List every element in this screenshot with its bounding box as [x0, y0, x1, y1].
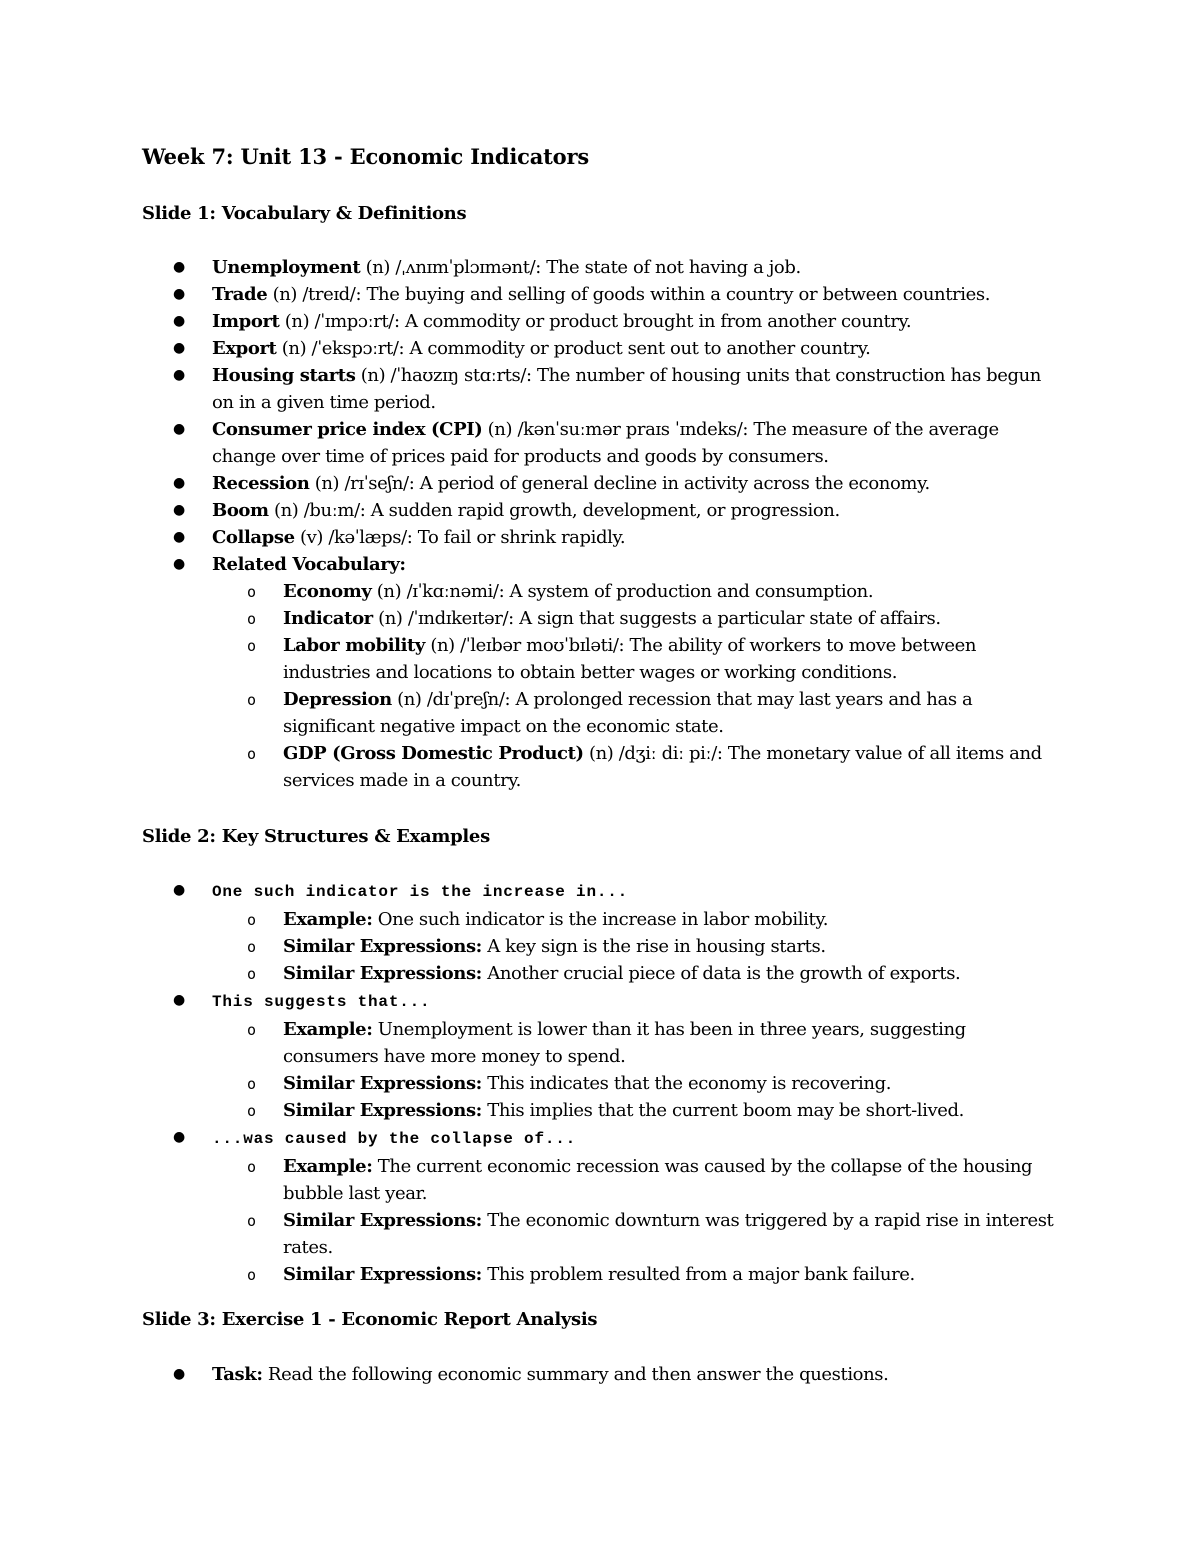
bullet-icon: ●	[173, 421, 185, 437]
structures-list	[0, 877, 1060, 1288]
slide3-heading: Slide 3: Exercise 1 - Economic Report Analysis	[142, 1309, 598, 1330]
examples-list	[212, 906, 1060, 987]
bullet-icon: ●	[173, 313, 185, 329]
circle-bullet-icon: o	[247, 1266, 256, 1284]
bullet-icon: ●	[173, 992, 185, 1008]
related-item: o GDP (Gross Domestic Product) (n) /dʒiː diː piː/: The monetary value of all items and services made in a country.	[247, 743, 1042, 791]
related-vocabulary-list	[212, 578, 1060, 794]
bullet-icon: ●	[173, 286, 185, 302]
circle-bullet-icon: o	[247, 938, 256, 956]
example-item: o Similar Expressions: The economic downturn was triggered by a rapid rise in interest rates.	[247, 1210, 1054, 1258]
related-item: o Labor mobility (n) /ˈleɪbər moʊˈbɪləti/: The ability of workers to move between industries and locations to obtain better wages or working conditions.	[247, 635, 977, 683]
example-item: o Similar Expressions: This implies that the current boom may be short-lived.	[212, 1097, 1060, 1124]
bullet-icon: ●	[173, 259, 185, 275]
example-item: o Example: The current economic recession was caused by the collapse of the housing bubble last year.	[247, 1156, 1033, 1204]
vocab-item: ● Export (n) /ˈekspɔːrt/: A commodity or product sent out to another country.	[0, 335, 1060, 362]
vocab-item: ● Import (n) /ˈɪmpɔːrt/: A commodity or product brought in from another country.	[0, 308, 1060, 335]
circle-bullet-icon: o	[247, 1102, 256, 1120]
bullet-icon: ●	[173, 340, 185, 356]
circle-bullet-icon: o	[247, 583, 256, 601]
example-item: o Similar Expressions: This problem resulted from a major bank failure.	[212, 1261, 1060, 1288]
circle-bullet-icon: o	[247, 637, 256, 655]
vocab-item: ● Boom (n) /buːm/: A sudden rapid growth, development, or progression.	[0, 497, 1060, 524]
vocab-item: ● Trade (n) /treɪd/: The buying and selling of goods within a country or between countries.	[0, 281, 1060, 308]
vocab-item: ● Unemployment (n) /ˌʌnɪmˈplɔɪmənt/: The state of not having a job.	[0, 254, 1060, 281]
circle-bullet-icon: o	[247, 1075, 256, 1093]
circle-bullet-icon: o	[247, 610, 256, 628]
structure-item: ● One such indicator is the increase in... o Example: One such indicator is the increase in labor mobility. o Similar Expressions: A key sign is the rise in housing starts. o Similar Expressions: Another crucial piece of data is the growth of exports.	[0, 877, 1060, 987]
related-item: o Indicator (n) /ˈɪndɪkeɪtər/: A sign that suggests a particular state of affairs.	[212, 605, 1060, 632]
task-list	[0, 1361, 1060, 1388]
examples-list	[212, 1016, 1060, 1124]
task-item: ● Task: Read the following economic summary and then answer the questions.	[0, 1361, 1060, 1388]
circle-bullet-icon: o	[247, 691, 256, 709]
circle-bullet-icon: o	[247, 911, 256, 929]
example-item: o Similar Expressions: This indicates that the economy is recovering.	[212, 1070, 1060, 1097]
bullet-icon: ●	[173, 1129, 185, 1145]
circle-bullet-icon: o	[247, 965, 256, 983]
examples-list	[212, 1153, 1060, 1288]
related-item: o Economy (n) /ɪˈkɑːnəmi/: A system of production and consumption.	[212, 578, 1060, 605]
bullet-icon: ●	[173, 882, 185, 898]
bullet-icon: ●	[173, 556, 185, 572]
example-item: o Example: Unemployment is lower than it has been in three years, suggesting consumers have more money to spend.	[247, 1019, 966, 1067]
bullet-icon: ●	[173, 475, 185, 491]
slide1-heading: Slide 1: Vocabulary & Definitions	[142, 203, 467, 224]
bullet-icon: ●	[173, 529, 185, 545]
structure-item: ● This suggests that... o Example: Unemployment is lower than it has been in three years, suggesting consumers have more money to spend. o Similar Expressions: This indicates that the economy is recovering. o Similar Expressions: This implies that the current boom may be short-lived.	[0, 987, 1060, 1124]
circle-bullet-icon: o	[247, 745, 256, 763]
vocabulary-list	[0, 254, 1060, 794]
circle-bullet-icon: o	[247, 1021, 256, 1039]
vocab-item: ● Housing starts (n) /ˈhaʊzɪŋ stɑːrts/: The number of housing units that construction has begun on in a given time period.	[0, 362, 1060, 416]
bullet-icon: ●	[173, 1366, 185, 1382]
circle-bullet-icon: o	[247, 1158, 256, 1176]
slide2-heading: Slide 2: Key Structures & Examples	[142, 826, 490, 847]
vocab-item: ● Recession (n) /rɪˈseʃn/: A period of general decline in activity across the economy.	[0, 470, 1060, 497]
vocab-item: ● Consumer price index (CPI) (n) /kənˈsuːmər praɪs ˈɪndeks/: The measure of the average change over time of prices paid for products and goods by consumers.	[0, 416, 1060, 470]
example-item: o Similar Expressions: Another crucial piece of data is the growth of exports.	[212, 960, 1060, 987]
example-item: o Similar Expressions: A key sign is the rise in housing starts.	[212, 933, 1060, 960]
document-title: Week 7: Unit 13 - Economic Indicators	[142, 144, 589, 169]
vocab-item: ● Collapse (v) /kəˈlæps/: To fail or shrink rapidly.	[0, 524, 1060, 551]
example-item: o Example: One such indicator is the increase in labor mobility.	[212, 906, 1060, 933]
bullet-icon: ●	[173, 367, 185, 383]
related-item: o Depression (n) /dɪˈpreʃn/: A prolonged recession that may last years and has a significant negative impact on the economic state.	[247, 689, 973, 737]
related-vocabulary: ● Related Vocabulary: o Economy (n) /ɪˈkɑːnəmi/: A system of production and consumption. o Indicator (n) /ˈɪndɪkeɪtər/: A sign that suggests a particular state of affairs. o Labor mobility (n) /ˈleɪbər moʊˈbɪləti/: The ability of workers to move between industries and locations to obtain better wages or working conditions. o Depression (n) /dɪˈpreʃn/: A prolonged recession that may last years and has a significant negative impact on the economic state. o GDP (Gross Domestic Product) (n) /dʒiː diː piː/: The monetary value of all items and services made in a country.	[0, 551, 1060, 794]
circle-bullet-icon: o	[247, 1212, 256, 1230]
bullet-icon: ●	[173, 502, 185, 518]
structure-item: ● ...was caused by the collapse of... o Example: The current economic recession was caused by the collapse of the housing bubble last year. o Similar Expressions: The economic downturn was triggered by a rapid rise in interest rates. o Similar Expressions: This problem resulted from a major bank failure.	[0, 1124, 1060, 1288]
